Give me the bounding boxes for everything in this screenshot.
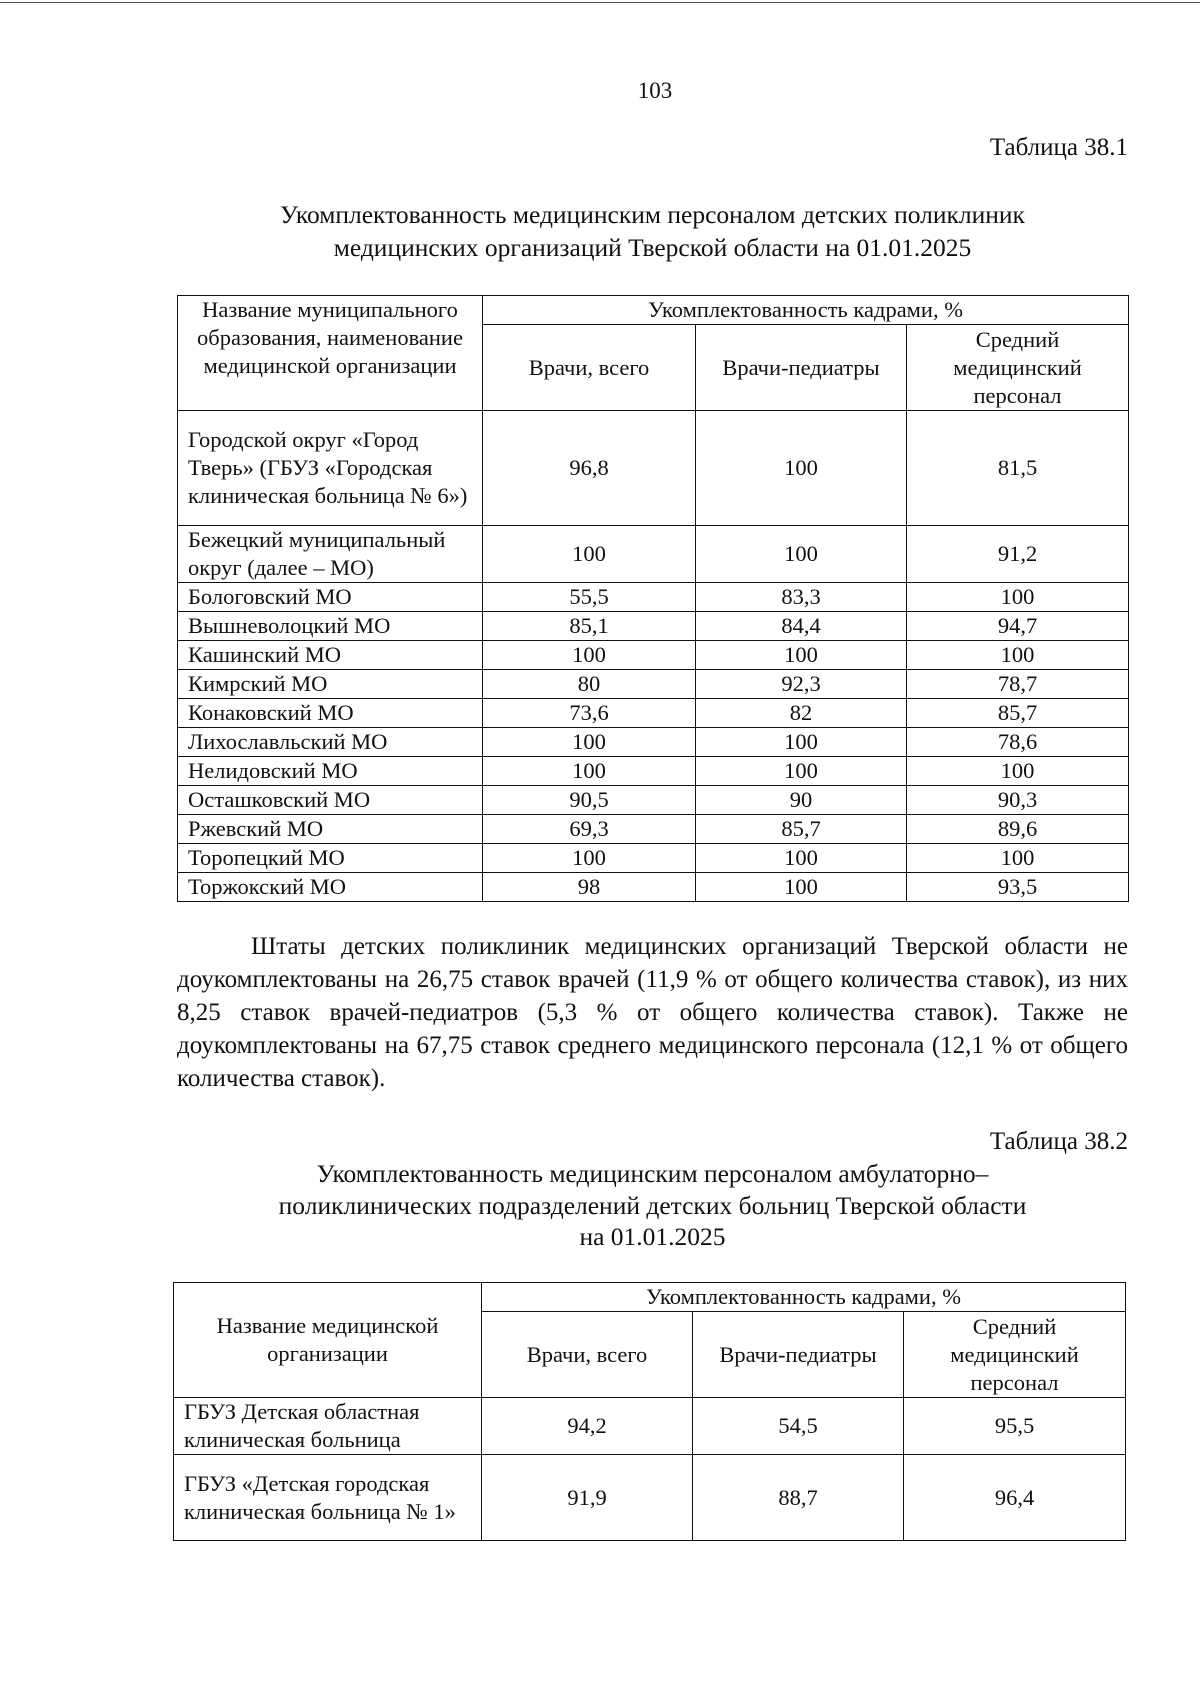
row-value: 69,3	[483, 815, 696, 844]
table-row	[174, 1398, 1126, 1455]
row-value: 96,4	[904, 1455, 1126, 1541]
table1-title	[177, 198, 1128, 264]
row-value: 73,6	[483, 699, 696, 728]
row-value: 54,5	[693, 1398, 904, 1455]
row-value: 95,5	[904, 1398, 1126, 1455]
table-row	[178, 844, 1129, 873]
table1-title-line: медицинских организаций Тверской области на 01.01.2025	[333, 233, 972, 262]
header-col: Врачи-педиатры	[693, 1312, 904, 1398]
row-value: 81,5	[907, 411, 1129, 526]
row-name: Кашинский МО	[178, 641, 483, 670]
row-value: 83,3	[696, 583, 907, 612]
row-value: 85,1	[483, 612, 696, 641]
table-row	[178, 786, 1129, 815]
header-group: Укомплектованность кадрами, %	[483, 296, 1129, 325]
header-col: Средний медицинский персонал	[904, 1312, 1126, 1398]
row-value: 100	[696, 641, 907, 670]
table2-title	[177, 1158, 1128, 1253]
header-col: Средний медицинский персонал	[907, 325, 1129, 411]
row-value: 90,3	[907, 786, 1129, 815]
row-value: 89,6	[907, 815, 1129, 844]
row-value: 78,7	[907, 670, 1129, 699]
row-name: Лихославльский МО	[178, 728, 483, 757]
table2-title-line: Укомплектованность медицинским персоналом амбулаторно–	[316, 1159, 989, 1188]
row-value: 100	[907, 641, 1129, 670]
row-name: Бологовский МО	[178, 583, 483, 612]
table-row	[178, 411, 1129, 526]
row-value: 91,2	[907, 526, 1129, 583]
table1-title-line: Укомплектованность медицинским персоналом детских поликлиник	[280, 200, 1025, 229]
row-name: Ржевский МО	[178, 815, 483, 844]
table-row	[178, 873, 1129, 902]
row-value: 100	[483, 526, 696, 583]
table-row	[178, 526, 1129, 583]
row-name: Торжокский МО	[178, 873, 483, 902]
row-name: Торопецкий МО	[178, 844, 483, 873]
header-group: Укомплектованность кадрами, %	[482, 1283, 1126, 1312]
row-name: Нелидовский МО	[178, 757, 483, 786]
table2-title-line: на 01.01.2025	[579, 1222, 726, 1251]
table-row	[178, 670, 1129, 699]
row-value: 82	[696, 699, 907, 728]
table2-label: Таблица 38.2	[989, 1128, 1128, 1155]
row-value: 94,2	[482, 1398, 693, 1455]
table2-title-line: поликлинических подразделений детских больниц Тверской области	[278, 1190, 1027, 1220]
row-value: 100	[696, 526, 907, 583]
row-value: 100	[696, 873, 907, 902]
table-row	[174, 1455, 1126, 1541]
body-paragraph: Штаты детских поликлиник медицинских организаций Тверской области не доукомплектованы на 26,75 ставок врачей (11,9 % от общего количества ставок), из них 8,25 ставок врачей-педиатров (5,3 % от общего количества ставок). Также не доукомплектованы на 67,75 ставок среднего медицинского персонала (12,1 % от общего количества ставок).	[177, 933, 1128, 1092]
table-row	[178, 641, 1129, 670]
row-value: 80	[483, 670, 696, 699]
header-col: Врачи-педиатры	[696, 325, 907, 411]
row-name: ГБУЗ Детская областная клиническая больница	[174, 1398, 482, 1455]
row-name: ГБУЗ «Детская городская клиническая больница № 1»	[174, 1455, 482, 1541]
page-number: 103	[637, 78, 673, 103]
row-value: 100	[696, 757, 907, 786]
row-name: Бежецкий муниципальный округ (далее – МО)	[178, 526, 483, 583]
header-col: Врачи, всего	[483, 325, 696, 411]
row-value: 100	[696, 844, 907, 873]
table-row	[178, 728, 1129, 757]
table2	[173, 1282, 1126, 1541]
row-value: 84,4	[696, 612, 907, 641]
row-value: 100	[483, 844, 696, 873]
row-value: 93,5	[907, 873, 1129, 902]
row-name: Осташковский МО	[178, 786, 483, 815]
row-value: 100	[483, 728, 696, 757]
row-value: 100	[483, 641, 696, 670]
row-value: 100	[483, 757, 696, 786]
row-value: 100	[696, 411, 907, 526]
row-value: 90	[696, 786, 907, 815]
table-row	[178, 699, 1129, 728]
row-value: 88,7	[693, 1455, 904, 1541]
row-value: 96,8	[483, 411, 696, 526]
row-value: 100	[907, 844, 1129, 873]
row-value: 78,6	[907, 728, 1129, 757]
row-value: 85,7	[696, 815, 907, 844]
row-name: Кимрский МО	[178, 670, 483, 699]
row-value: 98	[483, 873, 696, 902]
table-row	[178, 612, 1129, 641]
row-value: 100	[696, 728, 907, 757]
row-value: 92,3	[696, 670, 907, 699]
header-col: Врачи, всего	[482, 1312, 693, 1398]
row-value: 100	[907, 583, 1129, 612]
header-name-column: Название медицинской организации	[174, 1283, 482, 1398]
row-value: 91,9	[482, 1455, 693, 1541]
row-value: 90,5	[483, 786, 696, 815]
scan-border-line	[0, 2, 1200, 3]
table1-label: Таблица 38.1	[989, 134, 1128, 161]
row-value: 55,5	[483, 583, 696, 612]
header-name-column: Название муниципального образования, наименование медицинской организации	[178, 296, 483, 411]
row-name: Вышневолоцкий МО	[178, 612, 483, 641]
row-name: Конаковский МО	[178, 699, 483, 728]
table-row	[178, 583, 1129, 612]
row-name: Городской округ «Город Тверь» (ГБУЗ «Городская клиническая больница № 6»)	[178, 411, 483, 526]
table-row	[178, 757, 1129, 786]
table-row	[178, 815, 1129, 844]
row-value: 94,7	[907, 612, 1129, 641]
row-value: 85,7	[907, 699, 1129, 728]
table1	[177, 295, 1129, 902]
row-value: 100	[907, 757, 1129, 786]
